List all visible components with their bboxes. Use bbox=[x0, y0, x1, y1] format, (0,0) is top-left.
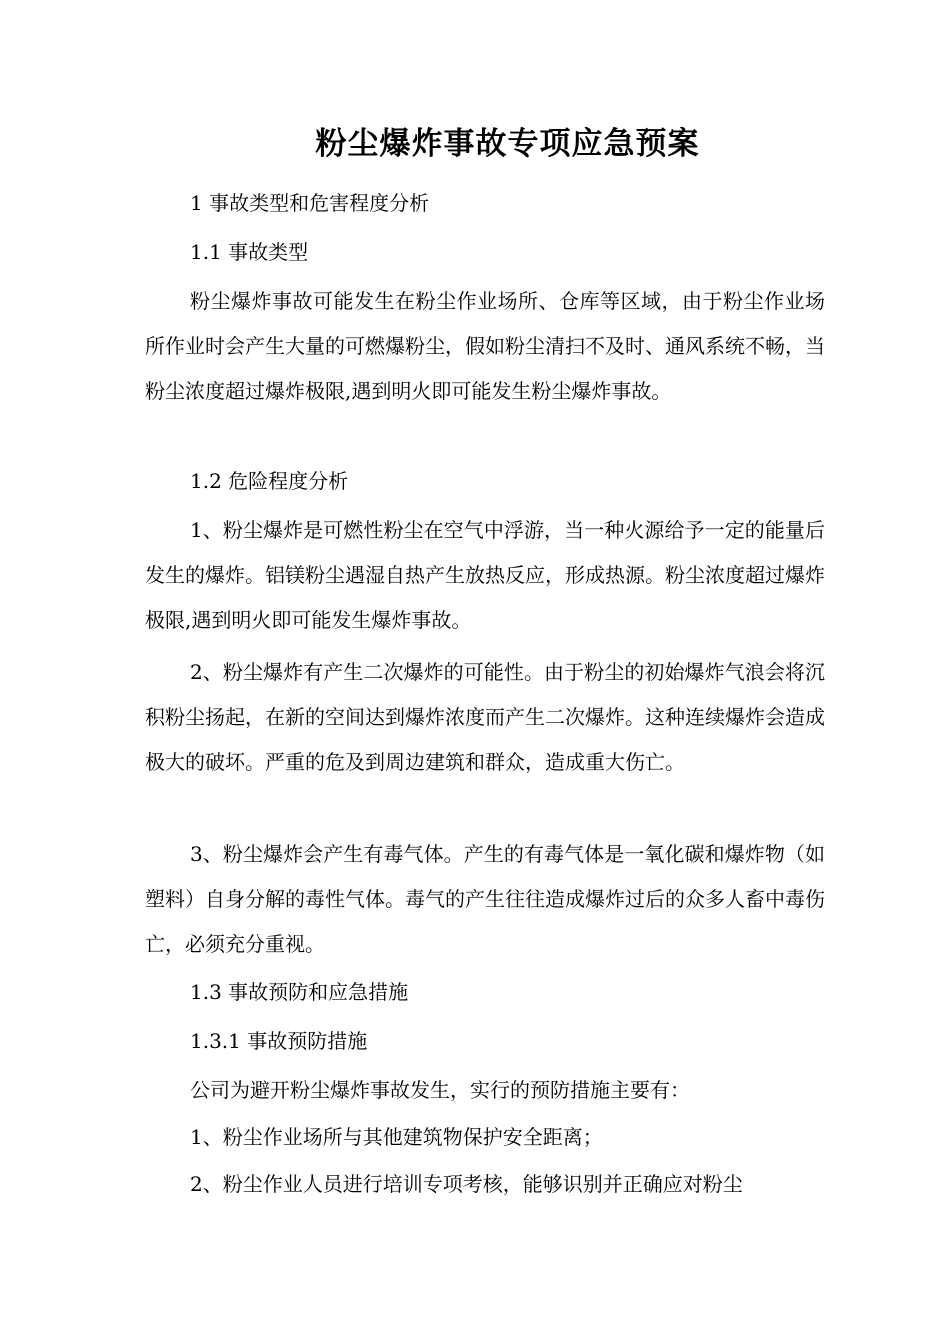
section-1-2-heading: 1.2 危险程度分析 bbox=[190, 469, 349, 493]
document-title: 粉尘爆炸事故专项应急预案 bbox=[315, 126, 700, 162]
section-1-2-paragraph-2: 2、粉尘爆炸有产生二次爆炸的可能性。由于粉尘的初始爆炸气浪会将沉积粉尘扬起，在新的空间达到爆炸浓度而产生二次爆炸。这种连续爆炸会造成极大的破坏。严重的危及到周边建筑和群众，造成重大伤亡。 bbox=[145, 660, 825, 774]
section-1-3-1-item-2: 2、粉尘作业人员进行培训专项考核，能够识别并正确应对粉尘 bbox=[190, 1172, 743, 1196]
section-1-1-paragraph: 粉尘爆炸事故可能发生在粉尘作业场所、仓库等区域，由于粉尘作业场所作业时会产生大量的可燃爆粉尘，假如粉尘清扫不及时、通风系统不畅，当粉尘浓度超过爆炸极限,遇到明火即可能发生粉尘爆炸事故。 bbox=[145, 289, 825, 403]
section-1-2-paragraph-3: 3、粉尘爆炸会产生有毒气体。产生的有毒气体是一氧化碳和爆炸物（如塑料）自身分解的毒性气体。毒气的产生往往造成爆炸过后的众多人畜中毒伤亡，必须充分重视。 bbox=[145, 842, 825, 956]
section-1-1-heading: 1.1 事故类型 bbox=[190, 240, 309, 264]
section-1-3-1-item-1: 1、粉尘作业场所与其他建筑物保护安全距离； bbox=[190, 1125, 603, 1149]
section-1-3-heading: 1.3 事故预防和应急措施 bbox=[190, 980, 409, 1004]
section-1-2-paragraph-1: 1、粉尘爆炸是可燃性粉尘在空气中浮游，当一种火源给予一定的能量后发生的爆炸。铝镁粉尘遇湿自热产生放热反应，形成热源。粉尘浓度超过爆炸极限,遇到明火即可能发生爆炸事故。 bbox=[145, 518, 825, 632]
section-1-heading: 1 事故类型和危害程度分析 bbox=[190, 191, 430, 215]
section-1-3-1-intro: 公司为避开粉尘爆炸事故发生，实行的预防措施主要有： bbox=[190, 1078, 690, 1102]
section-1-3-1-heading: 1.3.1 事故预防措施 bbox=[190, 1029, 368, 1053]
